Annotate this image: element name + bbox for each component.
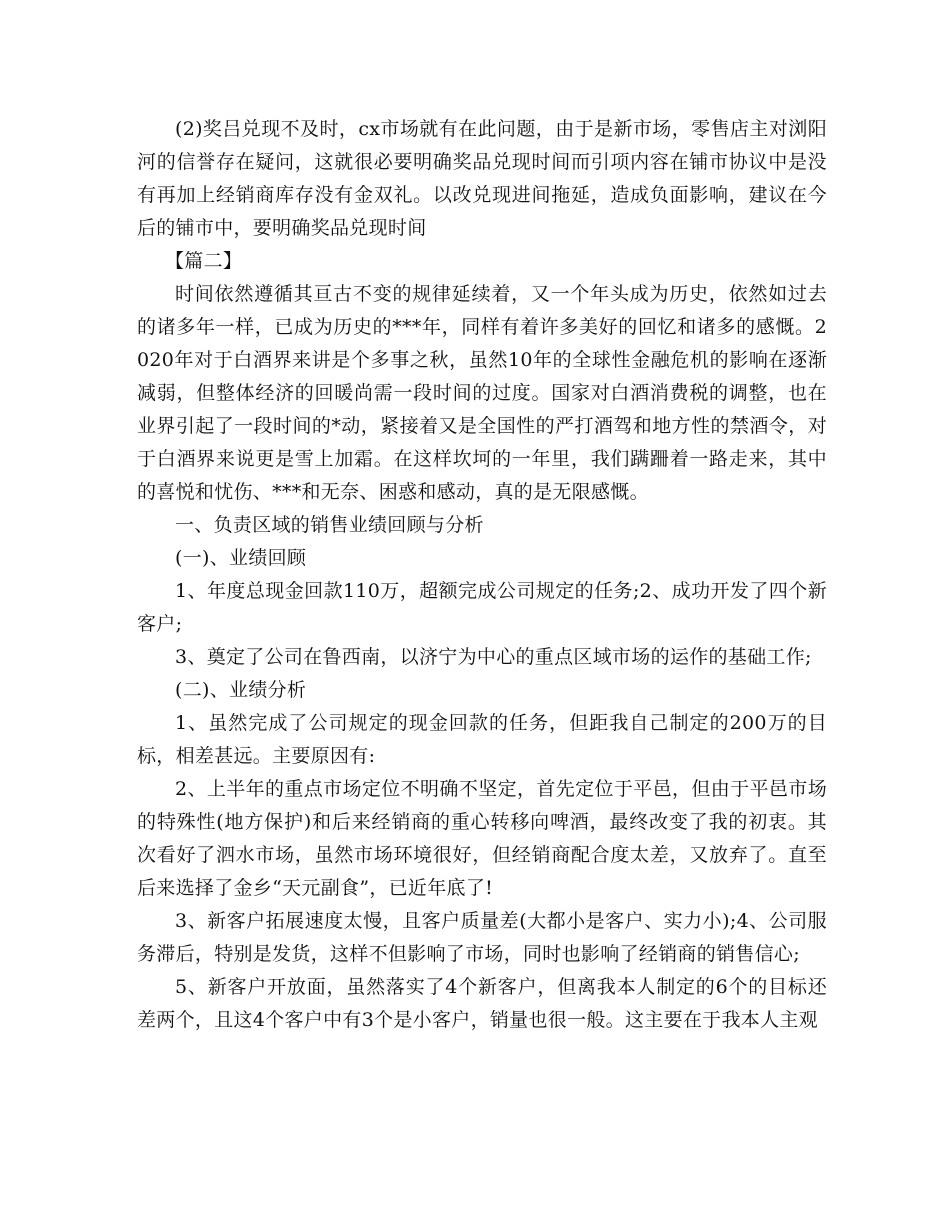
paragraph-analysis-item-5: 5、新客户开放面，虽然落实了4个新客户，但离我本人制定的6个的目标还差两个，且这4个客户中有3个是小客户，销量也很一般。这主要在于我本人主观 [137, 976, 827, 1031]
heading-performance-review: (一)、业绩回顾 [175, 547, 307, 569]
paragraph-analysis-item-1: 1、虽然完成了公司规定的现金回款的任务，但距我自己制定的200万的目标，相差甚远。主要原因有: [137, 712, 827, 767]
paragraph-review-item-3: 3、奠定了公司在鲁西南，以济宁为中心的重点区域市场的运作的基础工作; [175, 646, 812, 668]
paragraph-analysis-item-3: 3、新客户拓展速度太慢，且客户质量差(大都小是客户、实力小);4、公司服务滞后，特别是发货，这样不但影响了市场，同时也影响了经销商的销售信心; [137, 910, 827, 965]
paragraph-analysis-item-2: 2、上半年的重点市场定位不明确不坚定，首先定位于平邑，但由于平邑市场的特殊性(地方保护)和后来经销商的重心转移向啤酒，最终改变了我的初衷。其次看好了泗水市场，虽然市场环境很好，但经销商配合度太差，又放弃了。直至后来选择了金乡“天元副食”，已近年底了! [137, 778, 827, 899]
heading-performance-analysis: (二)、业绩分析 [175, 679, 307, 701]
section-heading-part-two: 【篇二】 [165, 250, 243, 272]
paragraph-year-review-intro: 时间依然遵循其亘古不变的规律延续着，又一个年头成为历史，依然如过去的诸多年一样，已成为历史的***年，同样有着许多美好的回忆和诸多的感慨。2020年对于白酒界来讲是个多事之秋，虽然10年的全球性金融危机的影响在逐渐减弱，但整体经济的回暖尚需一段时间的过度。国家对白酒消费税的调整，也在业界引起了一段时间的*动，紧接着又是全国性的严打酒驾和地方性的禁酒令，对于白酒界来说更是雪上加霜。在这样坎坷的一年里，我们蹒跚着一路走来，其中的喜悦和忧伤、***和无奈、困惑和感动，真的是无限感慨。 [137, 283, 827, 503]
paragraph-review-item-1: 1、年度总现金回款110万，超额完成公司规定的任务;2、成功开发了四个新客户; [137, 580, 827, 635]
heading-sales-performance: 一、负责区域的销售业绩回顾与分析 [175, 514, 484, 536]
paragraph-prize-redemption: (2)奖吕兑现不及时，cx市场就有在此问题，由于是新市场，零售店主对浏阳河的信誉存在疑问，这就很必要明确奖品兑现时间而引项内容在铺市协议中是没有再加上经销商库存没有金双礼。以改兑现进间拖延，造成负面影响，建议在今后的铺市中，要明确奖品兑现时间 [137, 118, 827, 239]
document-body [137, 113, 827, 1037]
